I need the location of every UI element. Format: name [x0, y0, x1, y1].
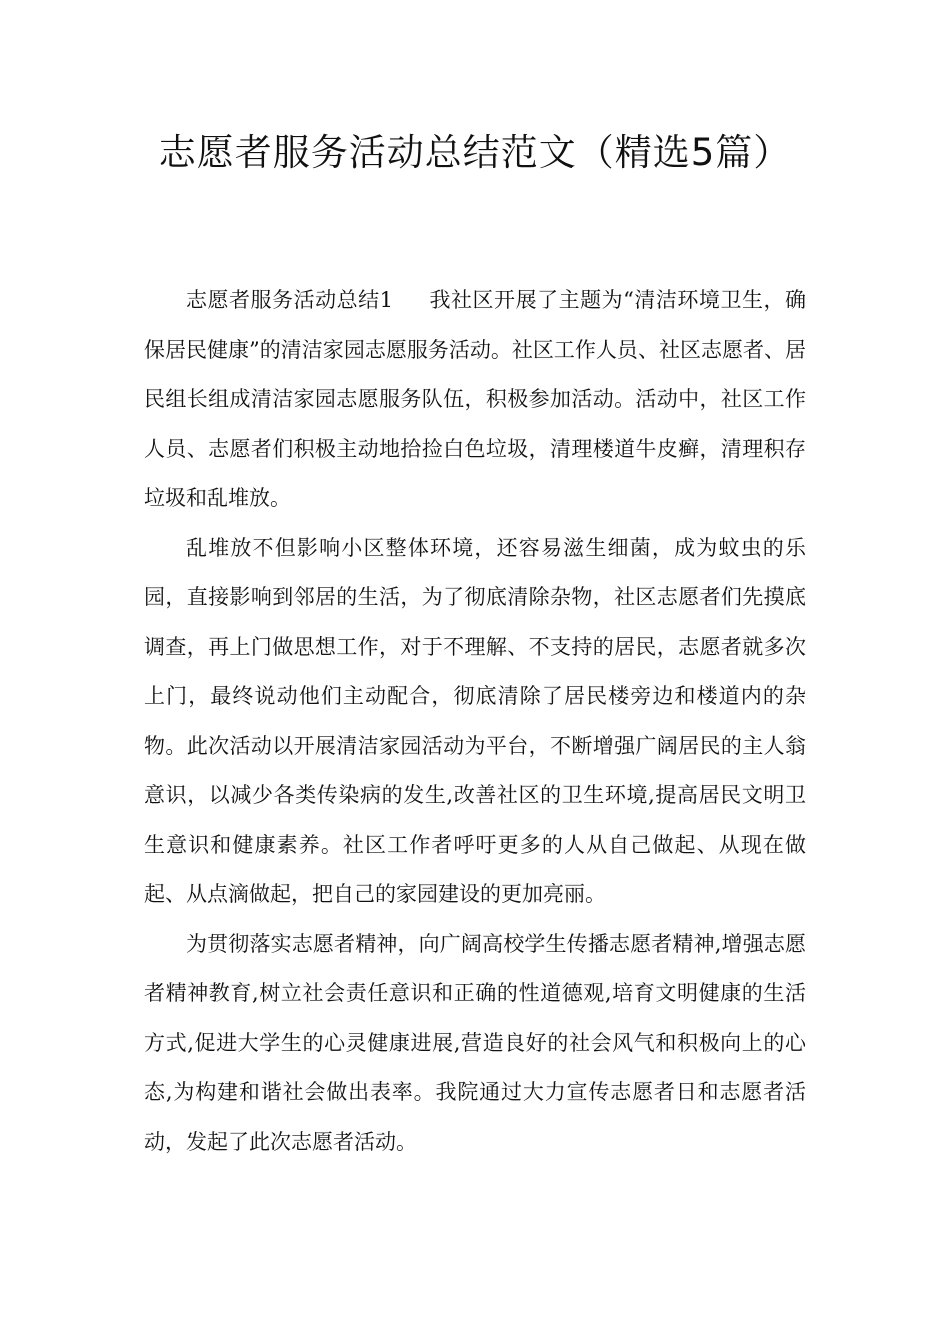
- paragraph-3: 为贯彻落实志愿者精神，向广阔高校学生传播志愿者精神,增强志愿者精神教育,树立社会责任意识和正确的性道德观,培育文明健康的生活方式,促进大学生的心灵健康进展,营造良好的社会风气和积极向上的心态,为构建和谐社会做出表率。我院通过大力宣传志愿者日和志愿者活动，发起了此次志愿者活动。: [144, 931, 806, 1154]
- paragraph-text: 我社区开展了主题为“清洁环境卫生，确保居民健康”的清洁家园志愿服务活动。社区工作人员、社区志愿者、居民组长组成清洁家园志愿服务队伍，积极参加活动。活动中，社区工作人员、志愿者们积极主动地拾捡白色垃圾，清理楼道牛皮癣，清理积存垃圾和乱堆放。: [144, 288, 806, 510]
- document-body: [144, 276, 806, 1167]
- paragraph-2: 乱堆放不但影响小区整体环境，还容易滋生细菌，成为蚊虫的乐园，直接影响到邻居的生活，为了彻底清除杂物，社区志愿者们先摸底调查，再上门做思想工作，对于不理解、不支持的居民，志愿者就多次上门，最终说动他们主动配合，彻底清除了居民楼旁边和楼道内的杂物。此次活动以开展清洁家园活动为平台，不断增强广阔居民的主人翁意识，以减少各类传染病的发生,改善社区的卫生环境,提高居民文明卫生意识和健康素养。社区工作者呼吁更多的人从自己做起、从现在做起、从点滴做起，把自己的家园建设的更加亮丽。: [144, 535, 806, 906]
- document-title: 志愿者服务活动总结范文（精选5篇）: [158, 131, 792, 174]
- section-heading: 志愿者服务活动总结1: [186, 288, 393, 312]
- paragraph-1: [144, 276, 806, 524]
